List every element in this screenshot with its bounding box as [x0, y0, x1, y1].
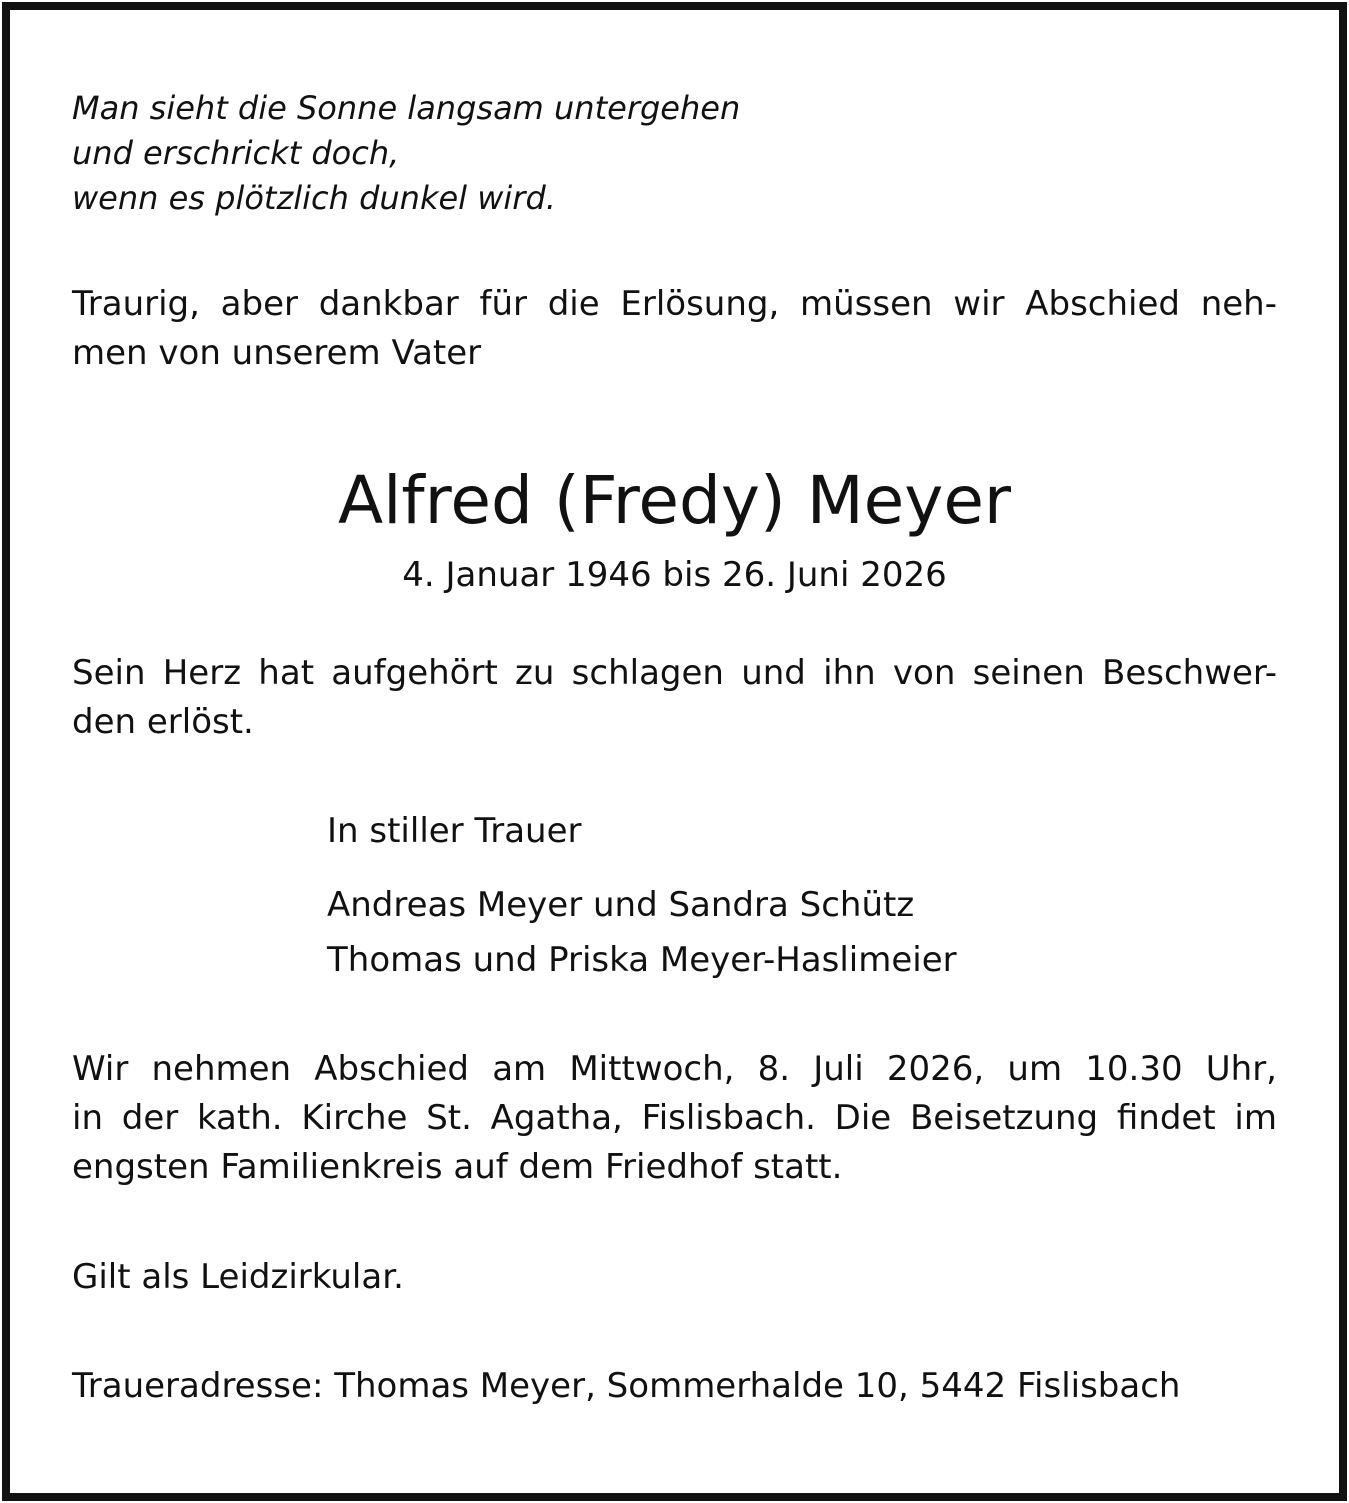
service-line: in der kath. Kirche St. Agatha, Fislisbach. Die Beisetzung findet im	[72, 1098, 1277, 1138]
mourning-address	[72, 1362, 1277, 1411]
intro-line: men von unserem Vater	[72, 333, 482, 373]
circular-notice	[72, 1253, 1277, 1302]
service-line: Wir nehmen Abschied am Mittwoch, 8. Juli 2026, um 10.30 Uhr,	[72, 1049, 1277, 1089]
intro-line: Traurig, aber dankbar für die Erlösung, müssen wir Abschied neh-	[72, 284, 1277, 324]
statement-line: Sein Herz hat aufgehört zu schlagen und ihn von seinen Beschwer-	[72, 653, 1277, 693]
poem-line: Man sieht die Sonne langsam untergehen	[72, 89, 741, 127]
poem-line: und erschrickt doch,	[72, 134, 400, 172]
mourning-address-text: Traueradresse: Thomas Meyer, Sommerhalde 10, 5442 Fislisbach	[72, 1366, 1181, 1406]
life-dates: 4. Januar 1946 bis 26. Juni 2026	[402, 555, 947, 595]
service-line: engsten Familienkreis auf dem Friedhof statt.	[72, 1147, 843, 1187]
mourner-name: Thomas und Priska Meyer-Haslimeier	[327, 940, 957, 980]
intro-paragraph	[72, 280, 1277, 378]
statement-paragraph	[72, 649, 1277, 747]
mourner-name: Andreas Meyer und Sandra Schütz	[327, 885, 915, 925]
service-paragraph	[72, 1045, 1277, 1192]
mourners-heading: In stiller Trauer	[327, 811, 582, 851]
statement-line: den erlöst.	[72, 702, 254, 742]
poem	[72, 86, 740, 221]
poem-line: wenn es plötzlich dunkel wird.	[72, 179, 556, 217]
circular-notice-text: Gilt als Leidzirkular.	[72, 1257, 404, 1297]
deceased-name: Alfred (Fredy) Meyer	[337, 462, 1012, 539]
